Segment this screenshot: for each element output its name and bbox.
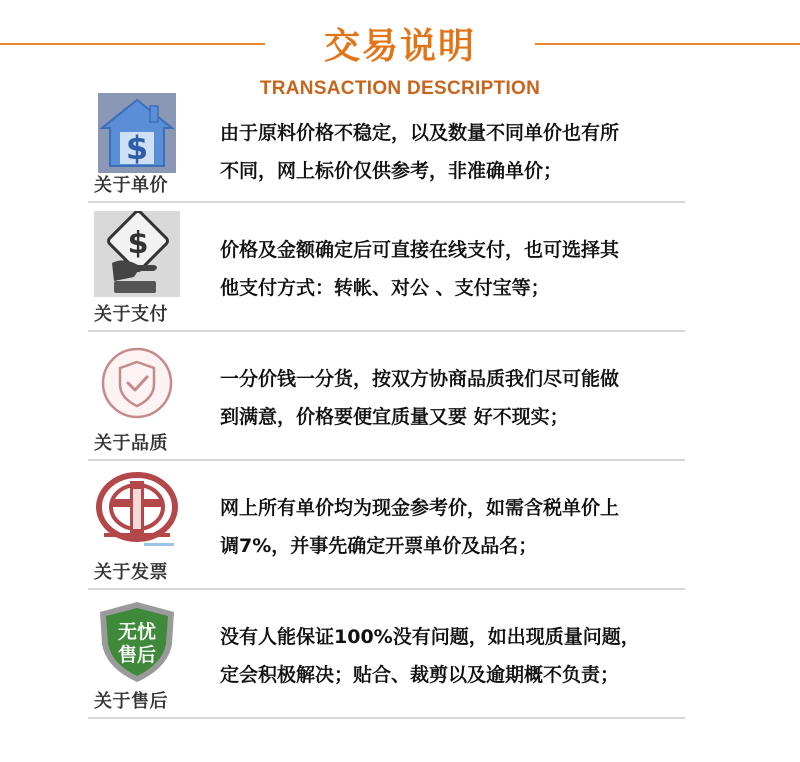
after-sales-shield-icon (94, 598, 180, 684)
description-line: 一分价钱一分货，按双方协商品质我们尽可能做 (220, 368, 620, 390)
description-line: 调7%，并事先确定开票单价及品名； (220, 535, 538, 557)
row-description (220, 114, 690, 190)
row-description (220, 231, 690, 307)
tax-emblem-icon (94, 469, 180, 555)
row-label: 关于单价 (94, 175, 168, 196)
badge-text: 售后 (117, 644, 157, 666)
description-line: 定会积极解决；贴合、裁剪以及逾期概不负责； (220, 664, 620, 686)
description-line: 他支付方式：转帐、对公 、支付宝等； (220, 277, 550, 299)
svg-text:$: $ (125, 129, 149, 167)
row-description (220, 489, 690, 565)
description-line: 到满意，价格要便宜质量又要 好不现实； (220, 406, 569, 428)
description-line: 网上所有单价均为现金参考价，如需含税单价上 (220, 497, 620, 519)
row-label: 关于发票 (94, 562, 168, 583)
description-line: 价格及金额确定后可直接在线支付，也可选择其 (220, 239, 620, 261)
svg-text:$: $ (127, 226, 149, 261)
shield-check-icon (94, 340, 180, 426)
house-dollar-icon (94, 90, 180, 176)
row-description (220, 360, 690, 436)
row-label: 关于品质 (94, 433, 168, 454)
description-line: 由于原料价格不稳定，以及数量不同单价也有所 (220, 122, 620, 144)
description-line: 没有人能保证100%没有问题，如出现质量问题， (220, 626, 640, 648)
description-list (88, 90, 685, 719)
page-subtitle: TRANSACTION DESCRIPTION (259, 78, 541, 99)
list-item-quality (88, 332, 685, 461)
list-item-price (88, 90, 685, 203)
list-item-after-sales (88, 590, 685, 719)
badge-text: 无忧 (117, 621, 157, 643)
row-label: 关于支付 (94, 304, 168, 325)
page-title: 交易说明 (323, 26, 476, 67)
hand-dollar-icon (94, 211, 180, 297)
row-label: 关于售后 (94, 691, 168, 712)
description-line: 不同，网上标价仅供参考，非准确单价； (220, 160, 563, 182)
list-item-payment (88, 203, 685, 332)
list-item-invoice (88, 461, 685, 590)
row-description (220, 618, 690, 694)
